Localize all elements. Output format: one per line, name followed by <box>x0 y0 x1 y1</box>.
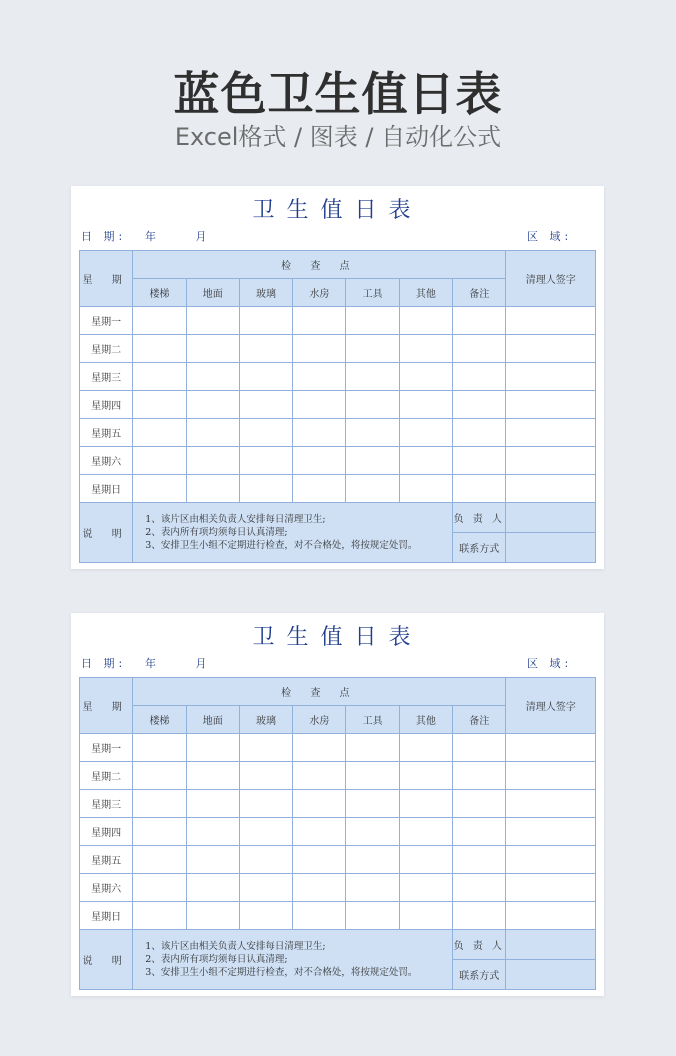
note-line: 2、表内所有项均须每日认真清理; <box>145 527 288 538</box>
table-cell[interactable] <box>399 335 452 363</box>
table-cell[interactable] <box>346 762 399 790</box>
table-cell[interactable] <box>239 419 292 447</box>
column-header: 备注 <box>453 279 506 307</box>
table-cell[interactable] <box>346 419 399 447</box>
table-cell[interactable] <box>239 363 292 391</box>
table-cell[interactable] <box>186 447 239 475</box>
table-cell[interactable] <box>453 818 506 846</box>
table-cell[interactable] <box>399 818 452 846</box>
day-label: 星期一 <box>80 734 133 762</box>
table-cell[interactable] <box>346 902 399 930</box>
table-cell[interactable] <box>346 363 399 391</box>
table-cell[interactable] <box>453 902 506 930</box>
table-cell[interactable] <box>186 307 239 335</box>
table-row <box>80 790 596 818</box>
table-cell[interactable] <box>239 762 292 790</box>
day-label: 星期日 <box>80 902 133 930</box>
signature-cell[interactable] <box>506 846 596 874</box>
table-cell[interactable] <box>399 447 452 475</box>
table-cell[interactable] <box>133 734 186 762</box>
contact-value[interactable] <box>506 960 596 990</box>
table-cell[interactable] <box>293 447 346 475</box>
column-header: 楼梯 <box>133 279 186 307</box>
table-cell[interactable] <box>239 335 292 363</box>
table-cell[interactable] <box>399 790 452 818</box>
column-header: 玻璃 <box>239 279 292 307</box>
table-cell[interactable] <box>453 391 506 419</box>
table-cell[interactable] <box>453 419 506 447</box>
table-cell[interactable] <box>133 363 186 391</box>
table-cell[interactable] <box>293 874 346 902</box>
table-cell[interactable] <box>453 335 506 363</box>
responsible-value[interactable] <box>506 503 596 533</box>
table-cell[interactable] <box>453 363 506 391</box>
table-cell[interactable] <box>399 307 452 335</box>
day-label: 星期六 <box>80 874 133 902</box>
explain-label: 说 明 <box>80 930 133 990</box>
table-cell[interactable] <box>346 790 399 818</box>
signature-cell[interactable] <box>506 419 596 447</box>
responsible-value[interactable] <box>506 930 596 960</box>
duty-sheet-top <box>71 186 604 569</box>
table-cell[interactable] <box>186 363 239 391</box>
signature-cell[interactable] <box>506 447 596 475</box>
column-header: 楼梯 <box>133 706 186 734</box>
table-cell[interactable] <box>346 846 399 874</box>
table-cell[interactable] <box>453 307 506 335</box>
table-cell[interactable] <box>186 419 239 447</box>
checkpoint-header: 检 查 点 <box>133 678 506 706</box>
table-cell[interactable] <box>399 846 452 874</box>
contact-label: 联系方式 <box>453 533 506 563</box>
table-cell[interactable] <box>293 335 346 363</box>
column-header: 地面 <box>186 279 239 307</box>
table-row <box>80 363 596 391</box>
table-cell[interactable] <box>239 307 292 335</box>
table-cell[interactable] <box>453 846 506 874</box>
table-cell[interactable] <box>346 475 399 503</box>
note-line: 1、该片区由相关负责人安排每日清理卫生; <box>145 941 326 952</box>
table-cell[interactable] <box>133 846 186 874</box>
date-label: 日 期: <box>81 230 127 243</box>
signer-header: 清理人签字 <box>506 251 596 307</box>
day-label: 星期三 <box>80 363 133 391</box>
table-cell[interactable] <box>399 363 452 391</box>
table-cell[interactable] <box>399 734 452 762</box>
table-row <box>80 874 596 902</box>
table-cell[interactable] <box>293 762 346 790</box>
table-cell[interactable] <box>293 307 346 335</box>
column-header: 水房 <box>293 706 346 734</box>
table-cell[interactable] <box>453 447 506 475</box>
signature-cell[interactable] <box>506 762 596 790</box>
note-line: 3、安排卫生小组不定期进行检查，对不合格处，将按规定处罚。 <box>145 540 418 551</box>
column-header: 其他 <box>399 279 452 307</box>
table-cell[interactable] <box>293 363 346 391</box>
date-label: 日 期: <box>81 657 127 670</box>
table-cell[interactable] <box>239 846 292 874</box>
day-label: 星期四 <box>80 818 133 846</box>
signature-cell[interactable] <box>506 734 596 762</box>
day-label: 星期五 <box>80 846 133 874</box>
table-cell[interactable] <box>186 475 239 503</box>
table-cell[interactable] <box>293 475 346 503</box>
table-cell[interactable] <box>133 818 186 846</box>
explain-label: 说 明 <box>80 503 133 563</box>
column-header: 水房 <box>293 279 346 307</box>
table-cell[interactable] <box>293 734 346 762</box>
table-cell[interactable] <box>239 902 292 930</box>
day-label: 星期二 <box>80 335 133 363</box>
day-label: 星期六 <box>80 447 133 475</box>
checkpoint-header: 检 查 点 <box>133 251 506 279</box>
weekday-header: 星 期 <box>80 251 133 307</box>
contact-label: 联系方式 <box>453 960 506 990</box>
table-cell[interactable] <box>346 734 399 762</box>
table-cell[interactable] <box>293 419 346 447</box>
year-month-label: 年 月 <box>145 657 225 670</box>
table-cell[interactable] <box>186 874 239 902</box>
table-cell[interactable] <box>133 475 186 503</box>
table-cell[interactable] <box>346 391 399 419</box>
signature-cell[interactable] <box>506 335 596 363</box>
table-cell[interactable] <box>133 419 186 447</box>
weekday-header: 星 期 <box>80 678 133 734</box>
table-cell[interactable] <box>453 734 506 762</box>
year-month-label: 年 月 <box>145 230 225 243</box>
table-cell[interactable] <box>239 391 292 419</box>
table-cell[interactable] <box>399 762 452 790</box>
contact-value[interactable] <box>506 533 596 563</box>
area-label: 区 域: <box>527 230 573 243</box>
table-row <box>80 818 596 846</box>
table-cell[interactable] <box>133 902 186 930</box>
table-cell[interactable] <box>453 874 506 902</box>
table-row <box>80 762 596 790</box>
signature-cell[interactable] <box>506 363 596 391</box>
table-cell[interactable] <box>239 818 292 846</box>
table-cell[interactable] <box>133 307 186 335</box>
column-header: 工具 <box>346 279 399 307</box>
sheet-title: 卫生值日表 <box>252 198 423 223</box>
table-cell[interactable] <box>133 447 186 475</box>
signature-cell[interactable] <box>506 818 596 846</box>
duty-table <box>79 250 596 563</box>
page-title: 蓝色卫生值日表 <box>173 67 503 121</box>
table-cell[interactable] <box>239 734 292 762</box>
table-row <box>80 419 596 447</box>
responsible-label: 负 责 人 <box>453 503 506 533</box>
day-label: 星期一 <box>80 307 133 335</box>
table-cell[interactable] <box>293 790 346 818</box>
table-cell[interactable] <box>186 762 239 790</box>
signature-cell[interactable] <box>506 391 596 419</box>
table-cell[interactable] <box>133 790 186 818</box>
table-cell[interactable] <box>133 874 186 902</box>
table-row <box>80 902 596 930</box>
note-line: 3、安排卫生小组不定期进行检查，对不合格处，将按规定处罚。 <box>145 967 418 978</box>
responsible-label: 负 责 人 <box>453 930 506 960</box>
column-header: 其他 <box>399 706 452 734</box>
table-cell[interactable] <box>186 846 239 874</box>
table-cell[interactable] <box>293 818 346 846</box>
table-cell[interactable] <box>186 818 239 846</box>
day-label: 星期四 <box>80 391 133 419</box>
duty-table <box>79 677 596 990</box>
table-cell[interactable] <box>239 447 292 475</box>
column-header: 工具 <box>346 706 399 734</box>
table-cell[interactable] <box>346 818 399 846</box>
table-cell[interactable] <box>133 391 186 419</box>
day-label: 星期二 <box>80 762 133 790</box>
signature-cell[interactable] <box>506 307 596 335</box>
table-cell[interactable] <box>399 475 452 503</box>
table-cell[interactable] <box>453 762 506 790</box>
note-line: 1、该片区由相关负责人安排每日清理卫生; <box>145 514 326 525</box>
table-row <box>80 391 596 419</box>
column-header: 地面 <box>186 706 239 734</box>
column-header: 备注 <box>453 706 506 734</box>
table-cell[interactable] <box>133 762 186 790</box>
note-line: 2、表内所有项均须每日认真清理; <box>145 954 288 965</box>
notes-block <box>133 930 453 990</box>
table-row <box>80 846 596 874</box>
table-cell[interactable] <box>346 335 399 363</box>
signer-header: 清理人签字 <box>506 678 596 734</box>
sheet-title: 卫生值日表 <box>252 625 423 650</box>
column-header: 玻璃 <box>239 706 292 734</box>
day-label: 星期三 <box>80 790 133 818</box>
table-cell[interactable] <box>133 335 186 363</box>
table-row <box>80 307 596 335</box>
signature-cell[interactable] <box>506 790 596 818</box>
table-cell[interactable] <box>293 846 346 874</box>
table-cell[interactable] <box>293 902 346 930</box>
table-row <box>80 335 596 363</box>
table-cell[interactable] <box>186 790 239 818</box>
signature-cell[interactable] <box>506 475 596 503</box>
table-cell[interactable] <box>346 874 399 902</box>
table-cell[interactable] <box>186 902 239 930</box>
table-cell[interactable] <box>346 447 399 475</box>
table-cell[interactable] <box>186 391 239 419</box>
table-cell[interactable] <box>186 734 239 762</box>
table-cell[interactable] <box>239 790 292 818</box>
table-cell[interactable] <box>346 307 399 335</box>
table-cell[interactable] <box>399 874 452 902</box>
area-label: 区 域: <box>527 657 573 670</box>
table-cell[interactable] <box>293 391 346 419</box>
table-row <box>80 734 596 762</box>
day-label: 星期五 <box>80 419 133 447</box>
table-cell[interactable] <box>453 475 506 503</box>
signature-cell[interactable] <box>506 902 596 930</box>
table-row <box>80 475 596 503</box>
day-label: 星期日 <box>80 475 133 503</box>
notes-block <box>133 503 453 563</box>
table-cell[interactable] <box>186 335 239 363</box>
page-subtitle: Excel格式 / 图表 / 自动化公式 <box>174 123 502 151</box>
table-cell[interactable] <box>399 419 452 447</box>
table-cell[interactable] <box>399 391 452 419</box>
duty-sheet-bottom <box>71 613 604 996</box>
table-cell[interactable] <box>399 902 452 930</box>
table-cell[interactable] <box>239 874 292 902</box>
table-cell[interactable] <box>453 790 506 818</box>
table-cell[interactable] <box>239 475 292 503</box>
table-row <box>80 447 596 475</box>
signature-cell[interactable] <box>506 874 596 902</box>
